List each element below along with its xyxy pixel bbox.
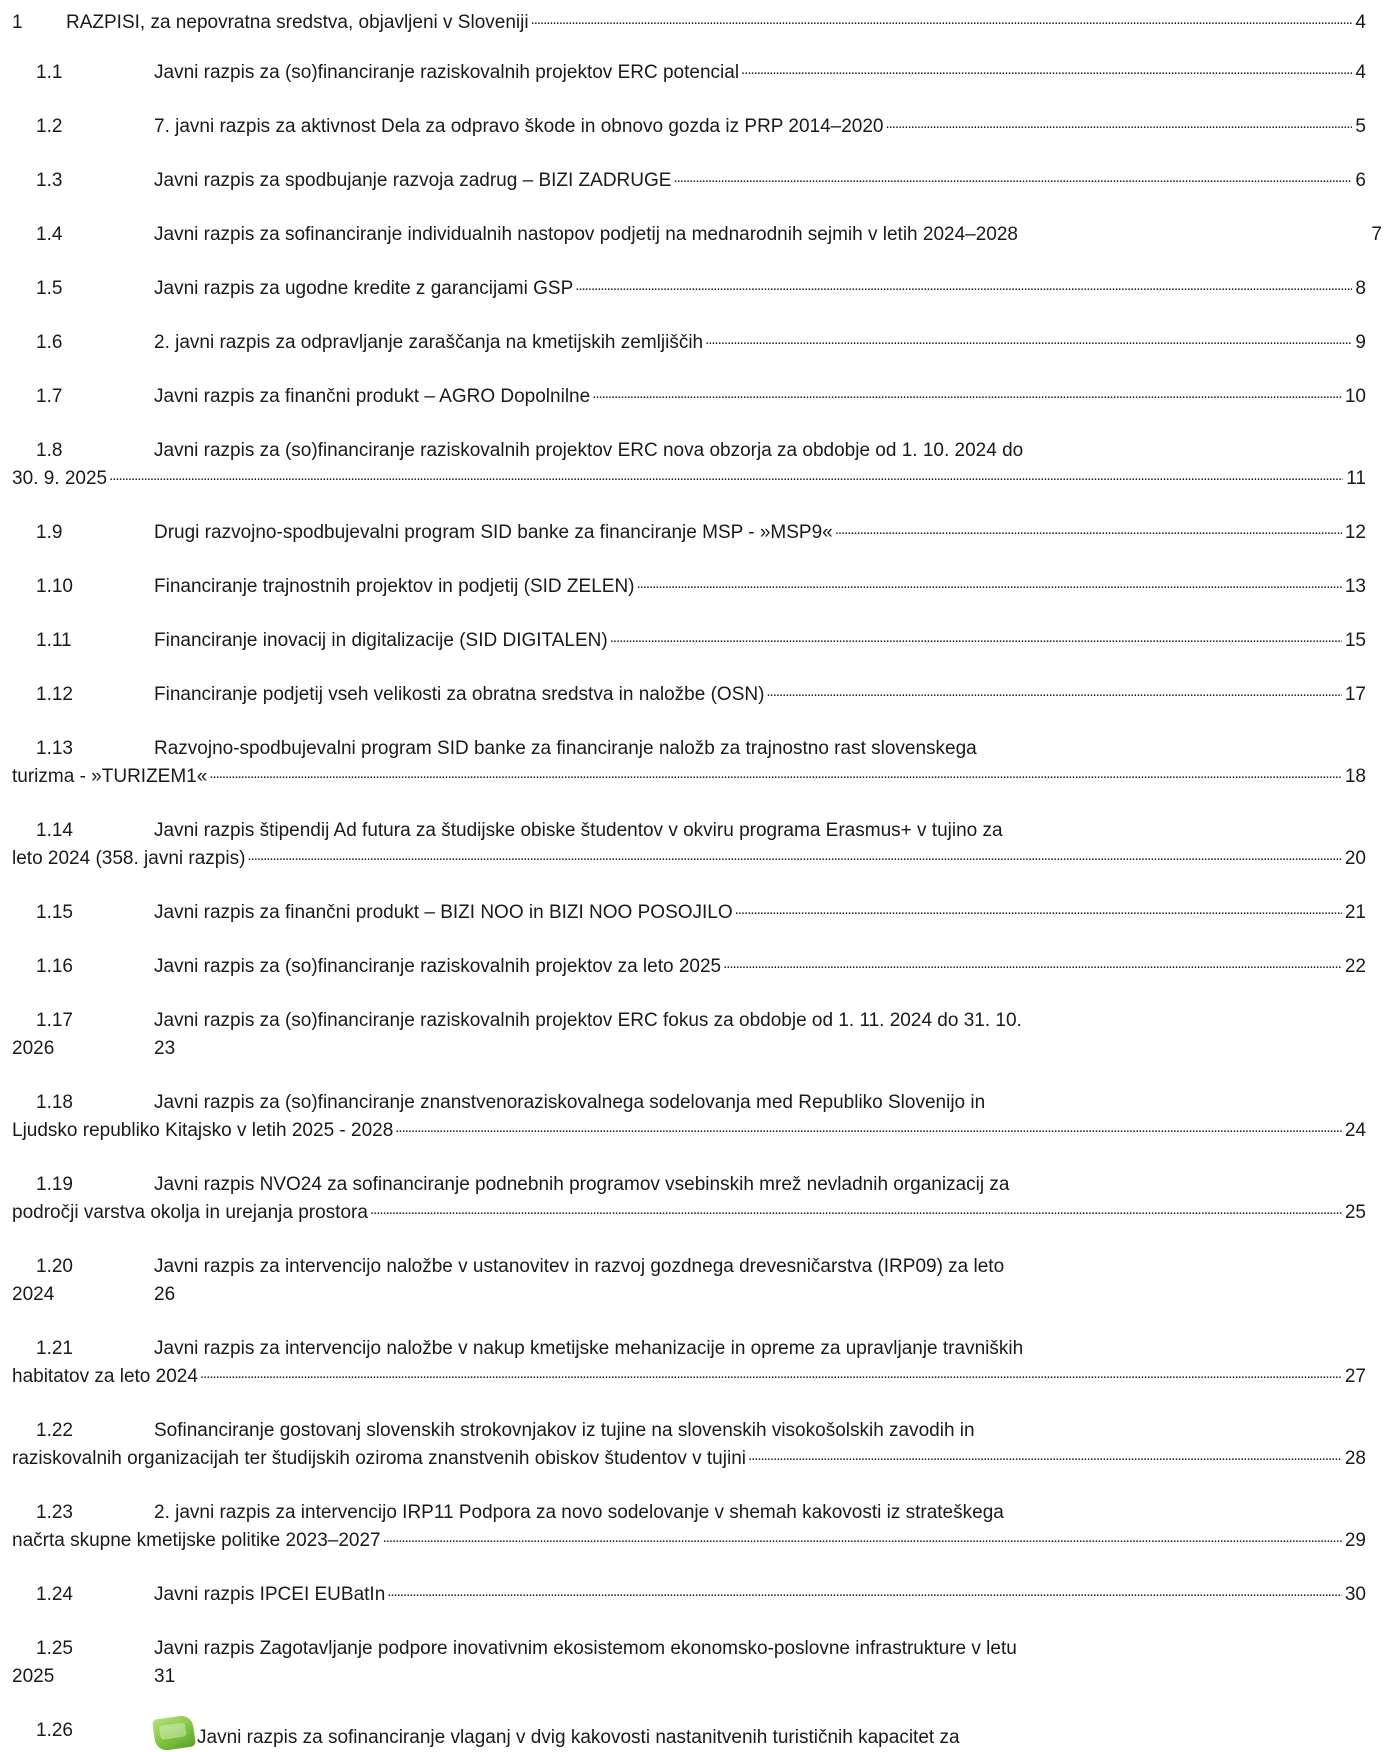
toc-entry-number: 1.3	[36, 170, 63, 191]
toc-entry-page: 13	[1344, 576, 1366, 597]
toc-entry-number: 1.2	[36, 116, 63, 137]
toc-entry-title: Javni razpis za finančni produkt – BIZI NOO in BIZI NOO POSOJILO	[154, 902, 733, 923]
toc-entry-page: 27	[1344, 1366, 1366, 1387]
dot-leader	[531, 9, 1353, 37]
toc-entry-number: 1.24	[36, 1584, 73, 1605]
toc-entry-page: 5	[1355, 116, 1366, 137]
toc-entry-number: 1.16	[36, 956, 73, 977]
toc-entry-page: 17	[1344, 684, 1366, 705]
dot-leader	[835, 519, 1342, 547]
toc-entry-number: 1.1	[36, 62, 63, 83]
toc-entry-title: Financiranje podjetij vseh velikosti za obratna sredstva in naložbe (OSN)	[154, 684, 765, 705]
toc-entry-page: 15	[1344, 630, 1366, 651]
toc-entry-title: RAZPISI, za nepovratna sredstva, objavljeni v Sloveniji	[66, 12, 529, 33]
toc-entry-title: Javni razpis IPCEI EUBatIn	[154, 1584, 386, 1605]
toc-entry-number: 1.18	[36, 1092, 73, 1113]
dot-leader	[383, 1527, 1342, 1555]
toc-entry-title: področji varstva okolja in urejanja prostora	[12, 1202, 368, 1223]
toc-entry-number: 1.7	[36, 386, 63, 407]
toc-entry-title: Financiranje inovacij in digitalizacije (SID DIGITALEN)	[154, 630, 608, 651]
toc-entry-page: 30	[1344, 1584, 1366, 1605]
toc-entry-number: 1.10	[36, 576, 73, 597]
toc-entry-title: Ljudsko republiko Kitajsko v letih 2025 - 2028	[12, 1120, 394, 1141]
toc-entry-page: 26	[154, 1284, 176, 1305]
dot-leader	[575, 275, 1352, 303]
dot-leader	[610, 627, 1342, 655]
toc-entry-page: 4	[1355, 62, 1366, 83]
toc-entry-page: 18	[1344, 766, 1366, 787]
toc-entry-title: Javni razpis za intervencijo naložbe v nakup kmetijske mehanizacije in opreme za upravljanje travniških	[154, 1338, 1024, 1359]
dot-leader	[370, 1199, 1342, 1227]
dot-leader	[723, 953, 1342, 981]
toc-entry-number: 1.23	[36, 1502, 73, 1523]
toc-entry-number: 1.8	[36, 440, 63, 461]
toc-entry-page: 4	[1355, 12, 1366, 33]
toc-entry-number: 1.6	[36, 332, 63, 353]
toc-entry-page: 12	[1344, 522, 1366, 543]
dot-leader	[673, 167, 1352, 195]
toc-entry-title: Drugi razvojno-spodbujevalni program SID banke za financiranje MSP - »MSP9«	[154, 522, 833, 543]
toc-entry-number: 1.12	[36, 684, 73, 705]
dot-leader	[766, 681, 1341, 709]
toc-entry-page: 31	[154, 1666, 176, 1687]
toc-entry-title: habitatov za leto 2024	[12, 1366, 198, 1387]
toc-entry-number: 1.22	[36, 1420, 73, 1441]
toc-entry-number: 1.20	[36, 1256, 73, 1277]
toc-entry-title: leto 2024 (358. javni razpis)	[12, 848, 246, 869]
toc-entry-title: Javni razpis za sofinanciranje individualnih nastopov podjetij na mednarodnih sejmih v letih 2024–2028	[154, 224, 1018, 245]
toc-entry-number: 1.9	[36, 522, 63, 543]
toc-entry-title: 2. javni razpis za intervencijo IRP11 Podpora za novo sodelovanje v shemah kakovosti iz strateškega	[154, 1502, 1004, 1523]
toc-entry-page: 22	[1344, 956, 1366, 977]
toc-entry-number: 1.11	[36, 630, 72, 651]
toc-entry-number: 1.4	[36, 224, 63, 245]
toc-entry-page: 28	[1344, 1448, 1366, 1469]
toc-entry-number: 1	[12, 12, 23, 33]
toc-entry-number: 1.26	[36, 1720, 73, 1741]
toc-entry-title: Javni razpis za (so)financiranje raziskovalnih projektov ERC potencial	[154, 62, 740, 83]
dot-leader	[637, 573, 1342, 601]
toc-entry-page: 29	[1344, 1530, 1366, 1551]
toc-entry-title: Javni razpis za intervencijo naložbe v ustanovitev in razvoj gozdnega drevesničarstva (IRP09) za leto	[154, 1256, 1005, 1277]
dot-leader	[395, 1117, 1342, 1145]
dot-leader	[741, 59, 1352, 87]
dot-leader	[705, 329, 1352, 357]
dot-leader	[886, 113, 1353, 141]
green-image-icon	[152, 1714, 196, 1751]
toc-entry-number: 1.15	[36, 902, 73, 923]
toc-entry-number: 1.5	[36, 278, 63, 299]
toc-entry-page: 9	[1355, 332, 1366, 353]
dot-leader	[109, 465, 1343, 493]
dot-leader	[735, 899, 1342, 927]
toc-entry-title: Javni razpis za spodbujanje razvoja zadrug – BIZI ZADRUGE	[154, 170, 672, 191]
toc-entry-title: turizma - »TURIZEM1«	[12, 766, 208, 787]
toc-entry-title: 2024	[12, 1284, 55, 1305]
toc-entry-title: Javni razpis Zagotavljanje podpore inovativnim ekosistemom ekonomsko-poslovne infrastrukture v letu	[154, 1638, 1017, 1659]
toc-entry-page: 8	[1355, 278, 1366, 299]
toc-entry-title: 2026	[12, 1038, 55, 1059]
toc-entry-number: 1.17	[36, 1010, 73, 1031]
toc-entry-page: 21	[1344, 902, 1366, 923]
toc-entry-number: 1.14	[36, 820, 73, 841]
toc-entry-title: Javni razpis za (so)financiranje znanstvenoraziskovalnega sodelovanja med Republiko Slovenijo in	[154, 1092, 986, 1113]
toc-entry-title: 30. 9. 2025	[12, 468, 108, 489]
toc-entry-title: Sofinanciranje gostovanj slovenskih strokovnjakov iz tujine na slovenskih visokošolskih zavodih in	[154, 1420, 975, 1441]
toc-entry-number: 1.13	[36, 738, 73, 759]
toc-entry-title: 2. javni razpis za odpravljanje zaraščanja na kmetijskih zemljiščih	[154, 332, 704, 353]
toc-entry-page: 24	[1344, 1120, 1366, 1141]
dot-leader	[592, 383, 1342, 411]
toc-entry-title: Javni razpis za (so)financiranje raziskovalnih projektov za leto 2025	[154, 956, 722, 977]
toc-entry-title: 7. javni razpis za aktivnost Dela za odpravo škode in obnovo gozda iz PRP 2014–2020	[154, 116, 884, 137]
toc-entry-title: Javni razpis NVO24 za sofinanciranje podnebnih programov vsebinskih mrež nevladnih organizacij za	[154, 1174, 1010, 1195]
dot-leader	[748, 1445, 1342, 1473]
toc-entry-title: Javni razpis za (so)financiranje raziskovalnih projektov ERC nova obzorja za obdobje od 1. 10. 2024 do	[154, 440, 1024, 461]
toc-entry-page: 7	[1371, 224, 1382, 245]
toc-entry-page: 6	[1355, 170, 1366, 191]
toc-entry-page: 11	[1346, 468, 1366, 489]
toc-entry-title: Javni razpis za (so)financiranje raziskovalnih projektov ERC fokus za obdobje od 1. 11. 2024 do 31. 10.	[154, 1010, 1022, 1031]
toc-entry-title: Razvojno-spodbujevalni program SID banke za financiranje naložb za trajnostno rast slovenskega	[154, 738, 977, 759]
toc-entry-page: 10	[1344, 386, 1366, 407]
dot-leader	[247, 845, 1341, 873]
toc-entry-title: 2025	[12, 1666, 55, 1687]
toc-entry-title: Javni razpis za ugodne kredite z garancijami GSP	[154, 278, 574, 299]
toc-entry-title: Javni razpis za sofinanciranje vlaganj v dvig kakovosti nastanitvenih turističnih kapacitet za	[154, 1717, 960, 1752]
toc-entry-page: 23	[154, 1038, 176, 1059]
dot-leader	[387, 1581, 1342, 1609]
dot-leader	[209, 763, 1342, 791]
toc-entry-number: 1.19	[36, 1174, 73, 1195]
toc-entry-title: Javni razpis štipendij Ad futura za študijske obiske študentov v okviru programa Erasmus+ v tujino za	[154, 820, 1003, 841]
toc-entry-page: 20	[1344, 848, 1366, 869]
toc-entry-number: 1.21	[36, 1338, 73, 1359]
toc-entry-page: 25	[1344, 1202, 1366, 1223]
toc-entry-title: načrta skupne kmetijske politike 2023–2027	[12, 1530, 381, 1551]
dot-leader	[200, 1363, 1342, 1391]
toc-entry-title: Financiranje trajnostnih projektov in podjetij (SID ZELEN)	[154, 576, 635, 597]
toc-entry-number: 1.25	[36, 1638, 73, 1659]
toc-entry-title: raziskovalnih organizacijah ter študijskih oziroma znanstvenih obiskov študentov v tujini	[12, 1448, 746, 1469]
toc-entry-title: Javni razpis za finančni produkt – AGRO Dopolnilne	[154, 386, 591, 407]
